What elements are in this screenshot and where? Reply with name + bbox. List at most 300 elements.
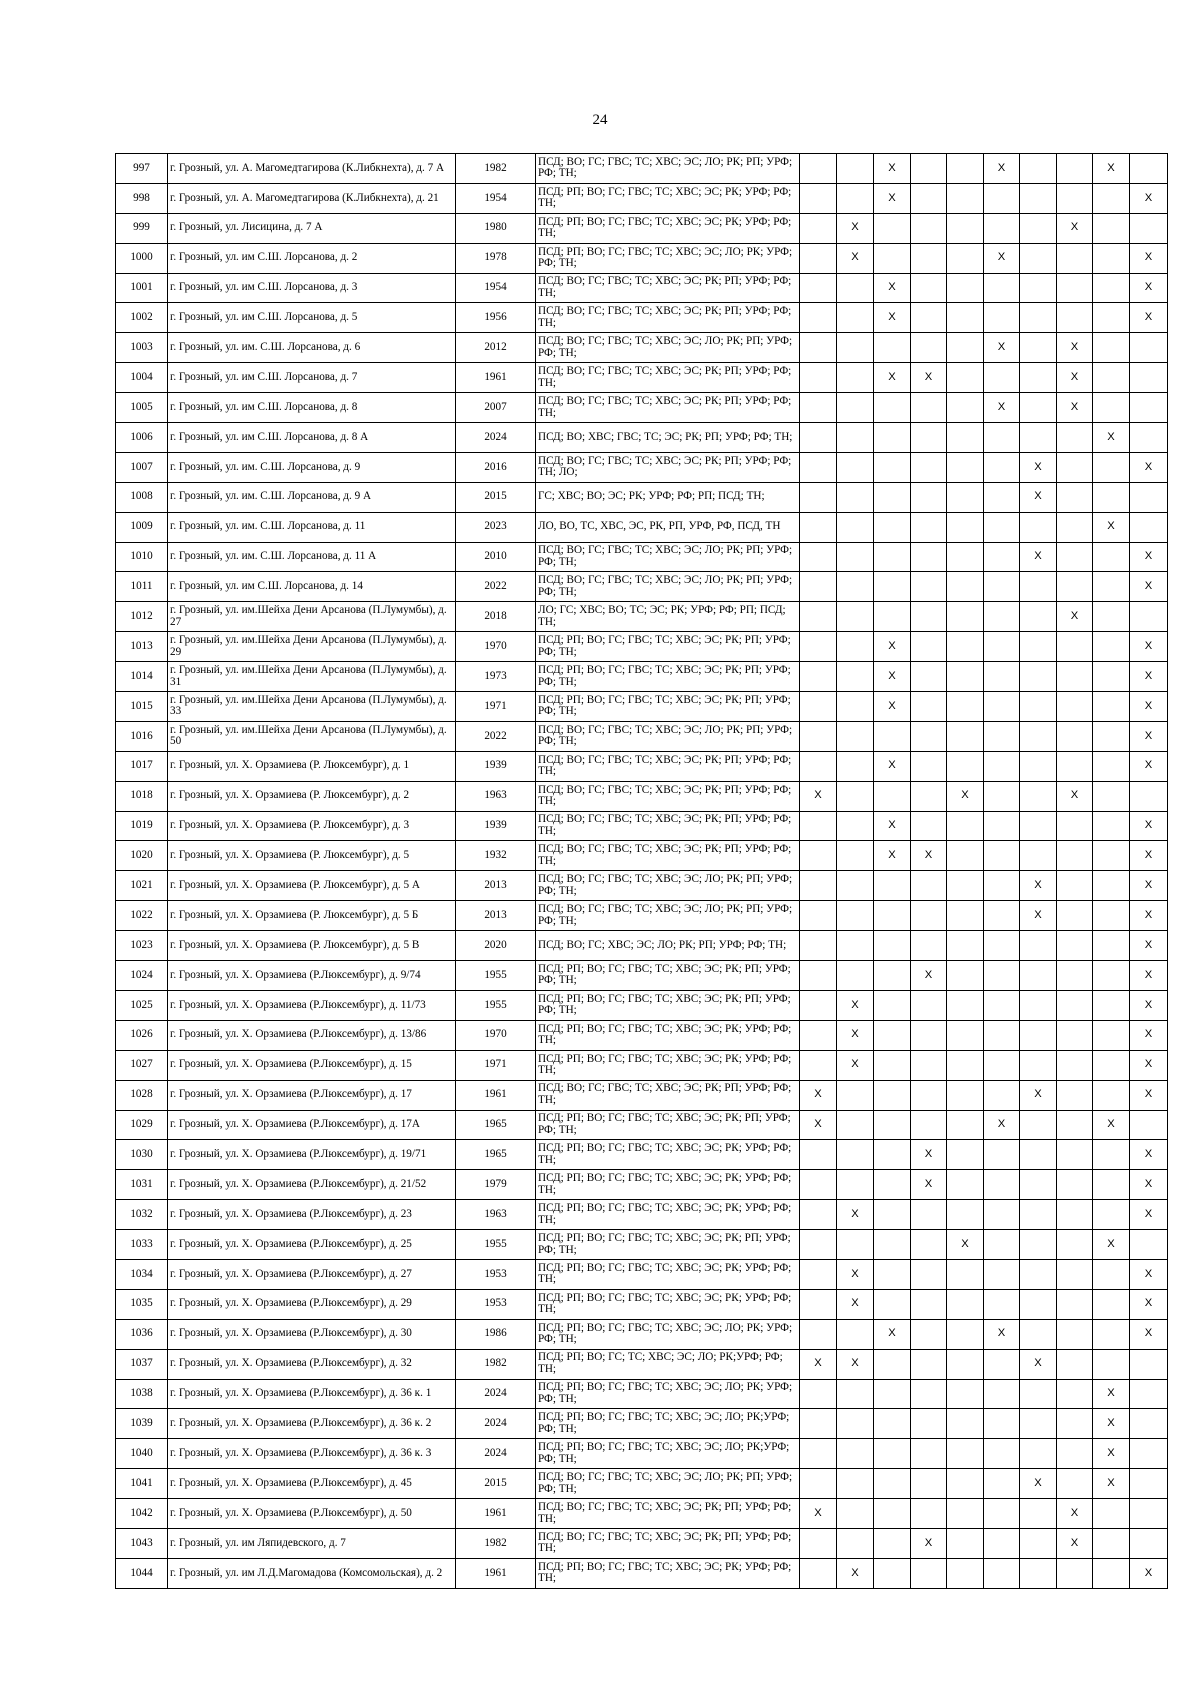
mark-cell-8: [1057, 423, 1093, 453]
mark-cell-5: [947, 1289, 984, 1319]
systems-cell: ПСД; РП; ВО; ГС; ГВС; ТС; ХВС; ЭС; РК; РП; УРФ; РФ; ТН;: [536, 961, 800, 991]
mark-cell-2: [837, 423, 874, 453]
mark-cell-6: [984, 1200, 1020, 1230]
mark-cell-1: [800, 542, 837, 572]
mark-cell-9: [1093, 1499, 1130, 1529]
mark-cell-1: [800, 871, 837, 901]
address-cell: г. Грозный, ул. им.Шейха Дени Арсанова (П.Лумумбы), д. 31: [168, 662, 456, 692]
mark-cell-9: [1093, 961, 1130, 991]
mark-cell-4: [911, 273, 947, 303]
mark-cell-3: [874, 1469, 911, 1499]
mark-cell-8: X: [1057, 1499, 1093, 1529]
mark-cell-3: [874, 1140, 911, 1170]
mark-cell-9: X: [1093, 1469, 1130, 1499]
mark-cell-6: [984, 781, 1020, 811]
mark-cell-9: [1093, 1558, 1130, 1588]
mark-cell-2: X: [837, 1558, 874, 1588]
mark-cell-6: [984, 692, 1020, 722]
row-number: 1030: [116, 1140, 168, 1170]
mark-cell-2: [837, 542, 874, 572]
mark-cell-1: [800, 1259, 837, 1289]
mark-cell-9: [1093, 393, 1130, 423]
mark-cell-5: [947, 632, 984, 662]
year-cell: 1963: [456, 1200, 536, 1230]
mark-cell-4: [911, 1409, 947, 1439]
year-cell: 1955: [456, 990, 536, 1020]
mark-cell-10: X: [1130, 841, 1168, 871]
mark-cell-7: [1020, 662, 1057, 692]
mark-cell-5: [947, 1050, 984, 1080]
year-cell: 2024: [456, 1409, 536, 1439]
mark-cell-7: [1020, 1259, 1057, 1289]
mark-cell-10: [1130, 512, 1168, 542]
mark-cell-9: [1093, 931, 1130, 961]
systems-cell: ПСД; ВО; ГС; ГВС; ТС; ХВС; ЭС; РК; РП; УРФ; РФ; ТН; ЛО;: [536, 452, 800, 482]
mark-cell-5: [947, 213, 984, 243]
row-number: 1007: [116, 452, 168, 482]
mark-cell-4: [911, 1319, 947, 1349]
mark-cell-4: [911, 1469, 947, 1499]
mark-cell-4: [911, 542, 947, 572]
mark-cell-8: X: [1057, 393, 1093, 423]
row-number: 1019: [116, 811, 168, 841]
mark-cell-8: [1057, 1170, 1093, 1200]
mark-cell-6: [984, 931, 1020, 961]
mark-cell-9: X: [1093, 1379, 1130, 1409]
mark-cell-7: X: [1020, 1349, 1057, 1379]
mark-cell-7: [1020, 572, 1057, 602]
mark-cell-2: [837, 1110, 874, 1140]
systems-cell: ПСД; РП; ВО; ГС; ГВС; ТС; ХВС; ЭС; ЛО; РК; УРФ; РФ; ТН;: [536, 1319, 800, 1349]
table-row: [116, 1110, 1168, 1140]
table-row: [116, 841, 1168, 871]
mark-cell-1: [800, 692, 837, 722]
systems-cell: ПСД; РП; ВО; ГС; ГВС; ТС; ХВС; ЭС; РК; УРФ; РФ; ТН;: [536, 1200, 800, 1230]
mark-cell-4: X: [911, 961, 947, 991]
year-cell: 1955: [456, 1230, 536, 1260]
row-number: 1020: [116, 841, 168, 871]
address-cell: г. Грозный, ул. Х. Орзамиева (Р.Люксембург), д. 36 к. 2: [168, 1409, 456, 1439]
year-cell: 1939: [456, 751, 536, 781]
table-row: [116, 423, 1168, 453]
mark-cell-4: [911, 333, 947, 363]
mark-cell-2: [837, 961, 874, 991]
mark-cell-6: [984, 871, 1020, 901]
mark-cell-7: X: [1020, 542, 1057, 572]
mark-cell-7: [1020, 213, 1057, 243]
mark-cell-6: [984, 841, 1020, 871]
mark-cell-8: [1057, 1200, 1093, 1230]
mark-cell-9: [1093, 1200, 1130, 1230]
row-number: 1001: [116, 273, 168, 303]
mark-cell-9: [1093, 721, 1130, 751]
systems-cell: ПСД; ВО; ГС; ГВС; ТС; ХВС; ЭС; ЛО; РК; РП; УРФ; РФ; ТН;: [536, 1469, 800, 1499]
mark-cell-1: [800, 1379, 837, 1409]
housing-registry-table: [115, 153, 1168, 1589]
year-cell: 1979: [456, 1170, 536, 1200]
row-number: 1014: [116, 662, 168, 692]
mark-cell-8: [1057, 1080, 1093, 1110]
year-cell: 2010: [456, 542, 536, 572]
mark-cell-7: [1020, 721, 1057, 751]
mark-cell-7: [1020, 811, 1057, 841]
mark-cell-2: [837, 452, 874, 482]
systems-cell: ПСД; ВО; ГС; ГВС; ТС; ХВС; ЭС; ЛО; РК; РП; УРФ; РФ; ТН;: [536, 154, 800, 184]
mark-cell-10: [1130, 1379, 1168, 1409]
mark-cell-5: [947, 154, 984, 184]
mark-cell-8: X: [1057, 333, 1093, 363]
mark-cell-9: X: [1093, 1110, 1130, 1140]
mark-cell-3: [874, 1439, 911, 1469]
mark-cell-1: [800, 482, 837, 512]
mark-cell-3: X: [874, 303, 911, 333]
mark-cell-6: [984, 1259, 1020, 1289]
mark-cell-9: [1093, 1528, 1130, 1558]
table-row: [116, 1469, 1168, 1499]
table-row: [116, 154, 1168, 184]
mark-cell-6: [984, 482, 1020, 512]
systems-cell: ПСД; ВО; ГС; ГВС; ТС; ХВС; ЭС; РК; РП; УРФ; РФ; ТН;: [536, 811, 800, 841]
systems-cell: ПСД; РП; ВО; ГС; ГВС; ТС; ХВС; ЭС; РК; РП; УРФ; РФ; ТН;: [536, 1230, 800, 1260]
mark-cell-10: [1130, 1230, 1168, 1260]
mark-cell-3: [874, 1528, 911, 1558]
mark-cell-9: [1093, 273, 1130, 303]
mark-cell-8: [1057, 721, 1093, 751]
row-number: 1013: [116, 632, 168, 662]
mark-cell-2: [837, 632, 874, 662]
mark-cell-8: [1057, 961, 1093, 991]
mark-cell-9: [1093, 482, 1130, 512]
table-row: [116, 363, 1168, 393]
mark-cell-10: X: [1130, 1319, 1168, 1349]
address-cell: г. Грозный, ул. Х. Орзамиева (Р.Люксембург), д. 36 к. 1: [168, 1379, 456, 1409]
systems-cell: ПСД; РП; ВО; ГС; ГВС; ТС; ХВС; ЭС; РК; УРФ; РФ; ТН;: [536, 1289, 800, 1319]
year-cell: 1955: [456, 961, 536, 991]
mark-cell-9: [1093, 781, 1130, 811]
mark-cell-10: X: [1130, 572, 1168, 602]
mark-cell-3: X: [874, 841, 911, 871]
row-number: 1015: [116, 692, 168, 722]
mark-cell-5: [947, 990, 984, 1020]
mark-cell-9: [1093, 572, 1130, 602]
table-row: [116, 482, 1168, 512]
systems-cell: ПСД; ВО; ГС; ГВС; ТС; ХВС; ЭС; РК; РП; УРФ; РФ; ТН;: [536, 363, 800, 393]
mark-cell-1: [800, 333, 837, 363]
mark-cell-9: [1093, 452, 1130, 482]
table-row: [116, 1439, 1168, 1469]
address-cell: г. Грозный, ул. Лисицина, д. 7 А: [168, 213, 456, 243]
mark-cell-1: [800, 901, 837, 931]
mark-cell-8: [1057, 632, 1093, 662]
mark-cell-9: [1093, 1050, 1130, 1080]
address-cell: г. Грозный, ул. им С.Ш. Лорсанова, д. 8 А: [168, 423, 456, 453]
address-cell: г. Грозный, ул. Х. Орзамиева (Р.Люксембург), д. 50: [168, 1499, 456, 1529]
mark-cell-1: [800, 572, 837, 602]
mark-cell-6: [984, 1140, 1020, 1170]
systems-cell: ПСД; ВО; ГС; ГВС; ТС; ХВС; ЭС; РК; РП; УРФ; РФ; ТН;: [536, 841, 800, 871]
table-row: [116, 1259, 1168, 1289]
address-cell: г. Грозный, ул. им Ляпидевского, д. 7: [168, 1528, 456, 1558]
mark-cell-4: [911, 213, 947, 243]
row-number: 1021: [116, 871, 168, 901]
table-row: [116, 1140, 1168, 1170]
mark-cell-5: [947, 662, 984, 692]
table-row: [116, 243, 1168, 273]
mark-cell-2: [837, 931, 874, 961]
address-cell: г. Грозный, ул. Х. Орзамиева (Р.Люксембург), д. 17: [168, 1080, 456, 1110]
year-cell: 2013: [456, 871, 536, 901]
mark-cell-7: [1020, 1050, 1057, 1080]
mark-cell-2: [837, 871, 874, 901]
row-number: 1006: [116, 423, 168, 453]
mark-cell-7: [1020, 602, 1057, 632]
mark-cell-1: [800, 602, 837, 632]
table-row: [116, 1200, 1168, 1230]
mark-cell-9: [1093, 632, 1130, 662]
mark-cell-6: [984, 1230, 1020, 1260]
mark-cell-1: [800, 990, 837, 1020]
mark-cell-8: [1057, 1020, 1093, 1050]
row-number: 1011: [116, 572, 168, 602]
mark-cell-7: X: [1020, 901, 1057, 931]
address-cell: г. Грозный, ул. им.Шейха Дени Арсанова (П.Лумумбы), д. 29: [168, 632, 456, 662]
mark-cell-10: X: [1130, 243, 1168, 273]
mark-cell-6: [984, 423, 1020, 453]
mark-cell-1: [800, 512, 837, 542]
year-cell: 1982: [456, 1349, 536, 1379]
mark-cell-5: [947, 542, 984, 572]
row-number: 1037: [116, 1349, 168, 1379]
mark-cell-4: [911, 482, 947, 512]
mark-cell-6: [984, 1020, 1020, 1050]
mark-cell-3: [874, 1020, 911, 1050]
year-cell: 1965: [456, 1110, 536, 1140]
address-cell: г. Грозный, ул. им. С.Ш. Лорсанова, д. 9 А: [168, 482, 456, 512]
mark-cell-8: [1057, 183, 1093, 213]
mark-cell-2: X: [837, 1289, 874, 1319]
mark-cell-5: [947, 1349, 984, 1379]
address-cell: г. Грозный, ул. им. С.Ш. Лорсанова, д. 11: [168, 512, 456, 542]
row-number: 1003: [116, 333, 168, 363]
mark-cell-7: [1020, 751, 1057, 781]
mark-cell-2: [837, 1528, 874, 1558]
mark-cell-9: [1093, 1349, 1130, 1379]
mark-cell-10: X: [1130, 1050, 1168, 1080]
table-row: [116, 303, 1168, 333]
address-cell: г. Грозный, ул. Х. Орзамиева (Р. Люксембург), д. 5: [168, 841, 456, 871]
mark-cell-9: [1093, 183, 1130, 213]
mark-cell-7: [1020, 1319, 1057, 1349]
mark-cell-1: [800, 213, 837, 243]
mark-cell-6: [984, 512, 1020, 542]
year-cell: 1939: [456, 811, 536, 841]
mark-cell-3: [874, 1050, 911, 1080]
mark-cell-9: X: [1093, 154, 1130, 184]
mark-cell-3: [874, 602, 911, 632]
table-row: [116, 512, 1168, 542]
mark-cell-4: [911, 512, 947, 542]
mark-cell-2: [837, 781, 874, 811]
systems-cell: ПСД; ВО; ГС; ГВС; ТС; ХВС; ЭС; ЛО; РК; РП; УРФ; РФ; ТН;: [536, 542, 800, 572]
mark-cell-2: [837, 572, 874, 602]
mark-cell-7: [1020, 303, 1057, 333]
mark-cell-7: [1020, 1499, 1057, 1529]
mark-cell-10: X: [1130, 1020, 1168, 1050]
mark-cell-3: X: [874, 273, 911, 303]
mark-cell-9: [1093, 1020, 1130, 1050]
row-number: 1028: [116, 1080, 168, 1110]
mark-cell-2: [837, 662, 874, 692]
mark-cell-9: [1093, 1170, 1130, 1200]
mark-cell-9: X: [1093, 512, 1130, 542]
mark-cell-2: [837, 692, 874, 722]
mark-cell-5: [947, 423, 984, 453]
table-row: [116, 1050, 1168, 1080]
mark-cell-4: [911, 423, 947, 453]
table-row: [116, 871, 1168, 901]
mark-cell-8: [1057, 871, 1093, 901]
mark-cell-10: X: [1130, 452, 1168, 482]
systems-cell: ПСД; ВО; ГС; ГВС; ТС; ХВС; ЭС; ЛО; РК; РП; УРФ; РФ; ТН;: [536, 901, 800, 931]
mark-cell-8: [1057, 1050, 1093, 1080]
mark-cell-10: X: [1130, 662, 1168, 692]
row-number: 997: [116, 154, 168, 184]
mark-cell-5: [947, 1259, 984, 1289]
mark-cell-3: [874, 482, 911, 512]
table-row: [116, 213, 1168, 243]
mark-cell-4: [911, 602, 947, 632]
mark-cell-6: [984, 751, 1020, 781]
row-number: 1008: [116, 482, 168, 512]
table-row: [116, 183, 1168, 213]
mark-cell-2: X: [837, 1200, 874, 1230]
row-number: 1032: [116, 1200, 168, 1230]
mark-cell-3: [874, 1200, 911, 1230]
mark-cell-7: [1020, 154, 1057, 184]
systems-cell: ПСД; РП; ВО; ГС; ТС; ХВС; ЭС; ЛО; РК;УРФ; РФ; ТН;: [536, 1349, 800, 1379]
row-number: 1044: [116, 1558, 168, 1588]
mark-cell-6: [984, 183, 1020, 213]
year-cell: 1956: [456, 303, 536, 333]
mark-cell-7: X: [1020, 452, 1057, 482]
mark-cell-5: [947, 692, 984, 722]
systems-cell: ПСД; ВО; ГС; ГВС; ТС; ХВС; ЭС; РК; РП; УРФ; РФ; ТН;: [536, 781, 800, 811]
table-row: [116, 1080, 1168, 1110]
systems-cell: ПСД; ВО; ХВС; ГВС; ТС; ЭС; РК; РП; УРФ; РФ; ТН;: [536, 423, 800, 453]
year-cell: 1982: [456, 154, 536, 184]
mark-cell-7: [1020, 692, 1057, 722]
row-number: 1040: [116, 1439, 168, 1469]
year-cell: 1961: [456, 1499, 536, 1529]
mark-cell-8: [1057, 1230, 1093, 1260]
mark-cell-6: [984, 1080, 1020, 1110]
row-number: 1002: [116, 303, 168, 333]
row-number: 1026: [116, 1020, 168, 1050]
mark-cell-4: [911, 1289, 947, 1319]
mark-cell-5: [947, 811, 984, 841]
mark-cell-7: [1020, 1170, 1057, 1200]
mark-cell-2: [837, 602, 874, 632]
mark-cell-2: [837, 841, 874, 871]
mark-cell-4: X: [911, 1140, 947, 1170]
mark-cell-7: X: [1020, 1080, 1057, 1110]
mark-cell-4: [911, 632, 947, 662]
mark-cell-5: [947, 1528, 984, 1558]
mark-cell-4: [911, 1080, 947, 1110]
mark-cell-8: [1057, 811, 1093, 841]
mark-cell-10: X: [1130, 1259, 1168, 1289]
mark-cell-5: [947, 1110, 984, 1140]
mark-cell-8: [1057, 154, 1093, 184]
mark-cell-9: [1093, 692, 1130, 722]
mark-cell-4: [911, 871, 947, 901]
mark-cell-4: [911, 303, 947, 333]
mark-cell-3: [874, 333, 911, 363]
mark-cell-9: [1093, 1289, 1130, 1319]
mark-cell-4: [911, 183, 947, 213]
mark-cell-5: X: [947, 1230, 984, 1260]
mark-cell-2: [837, 1080, 874, 1110]
mark-cell-1: [800, 363, 837, 393]
mark-cell-2: X: [837, 1259, 874, 1289]
mark-cell-8: [1057, 990, 1093, 1020]
mark-cell-5: [947, 303, 984, 333]
mark-cell-8: [1057, 1379, 1093, 1409]
mark-cell-1: X: [800, 1110, 837, 1140]
year-cell: 2023: [456, 512, 536, 542]
mark-cell-4: [911, 781, 947, 811]
systems-cell: ПСД; РП; ВО; ГС; ГВС; ТС; ХВС; ЭС; РК; УРФ; РФ; ТН;: [536, 1020, 800, 1050]
mark-cell-10: [1130, 602, 1168, 632]
row-number: 1033: [116, 1230, 168, 1260]
mark-cell-9: [1093, 1080, 1130, 1110]
year-cell: 1973: [456, 662, 536, 692]
mark-cell-2: X: [837, 990, 874, 1020]
mark-cell-8: [1057, 901, 1093, 931]
mark-cell-6: [984, 452, 1020, 482]
mark-cell-1: [800, 1319, 837, 1349]
mark-cell-8: [1057, 1259, 1093, 1289]
year-cell: 1978: [456, 243, 536, 273]
address-cell: г. Грозный, ул. Х. Орзамиева (Р.Люксембург), д. 29: [168, 1289, 456, 1319]
mark-cell-8: [1057, 1409, 1093, 1439]
row-number: 1009: [116, 512, 168, 542]
year-cell: 1970: [456, 632, 536, 662]
mark-cell-1: [800, 662, 837, 692]
mark-cell-6: [984, 901, 1020, 931]
address-cell: г. Грозный, ул. им С.Ш. Лорсанова, д. 14: [168, 572, 456, 602]
mark-cell-9: X: [1093, 1409, 1130, 1439]
row-number: 1005: [116, 393, 168, 423]
table-row: [116, 751, 1168, 781]
mark-cell-7: [1020, 961, 1057, 991]
address-cell: г. Грозный, ул. Х. Орзамиева (Р. Люксембург), д. 2: [168, 781, 456, 811]
row-number: 1012: [116, 602, 168, 632]
mark-cell-1: [800, 1558, 837, 1588]
year-cell: 2007: [456, 393, 536, 423]
row-number: 1018: [116, 781, 168, 811]
mark-cell-2: [837, 1230, 874, 1260]
mark-cell-1: [800, 1409, 837, 1439]
mark-cell-6: [984, 602, 1020, 632]
mark-cell-5: [947, 363, 984, 393]
mark-cell-2: [837, 512, 874, 542]
mark-cell-5: [947, 871, 984, 901]
row-number: 1031: [116, 1170, 168, 1200]
mark-cell-7: [1020, 512, 1057, 542]
table-row: [116, 1379, 1168, 1409]
mark-cell-6: [984, 1289, 1020, 1319]
